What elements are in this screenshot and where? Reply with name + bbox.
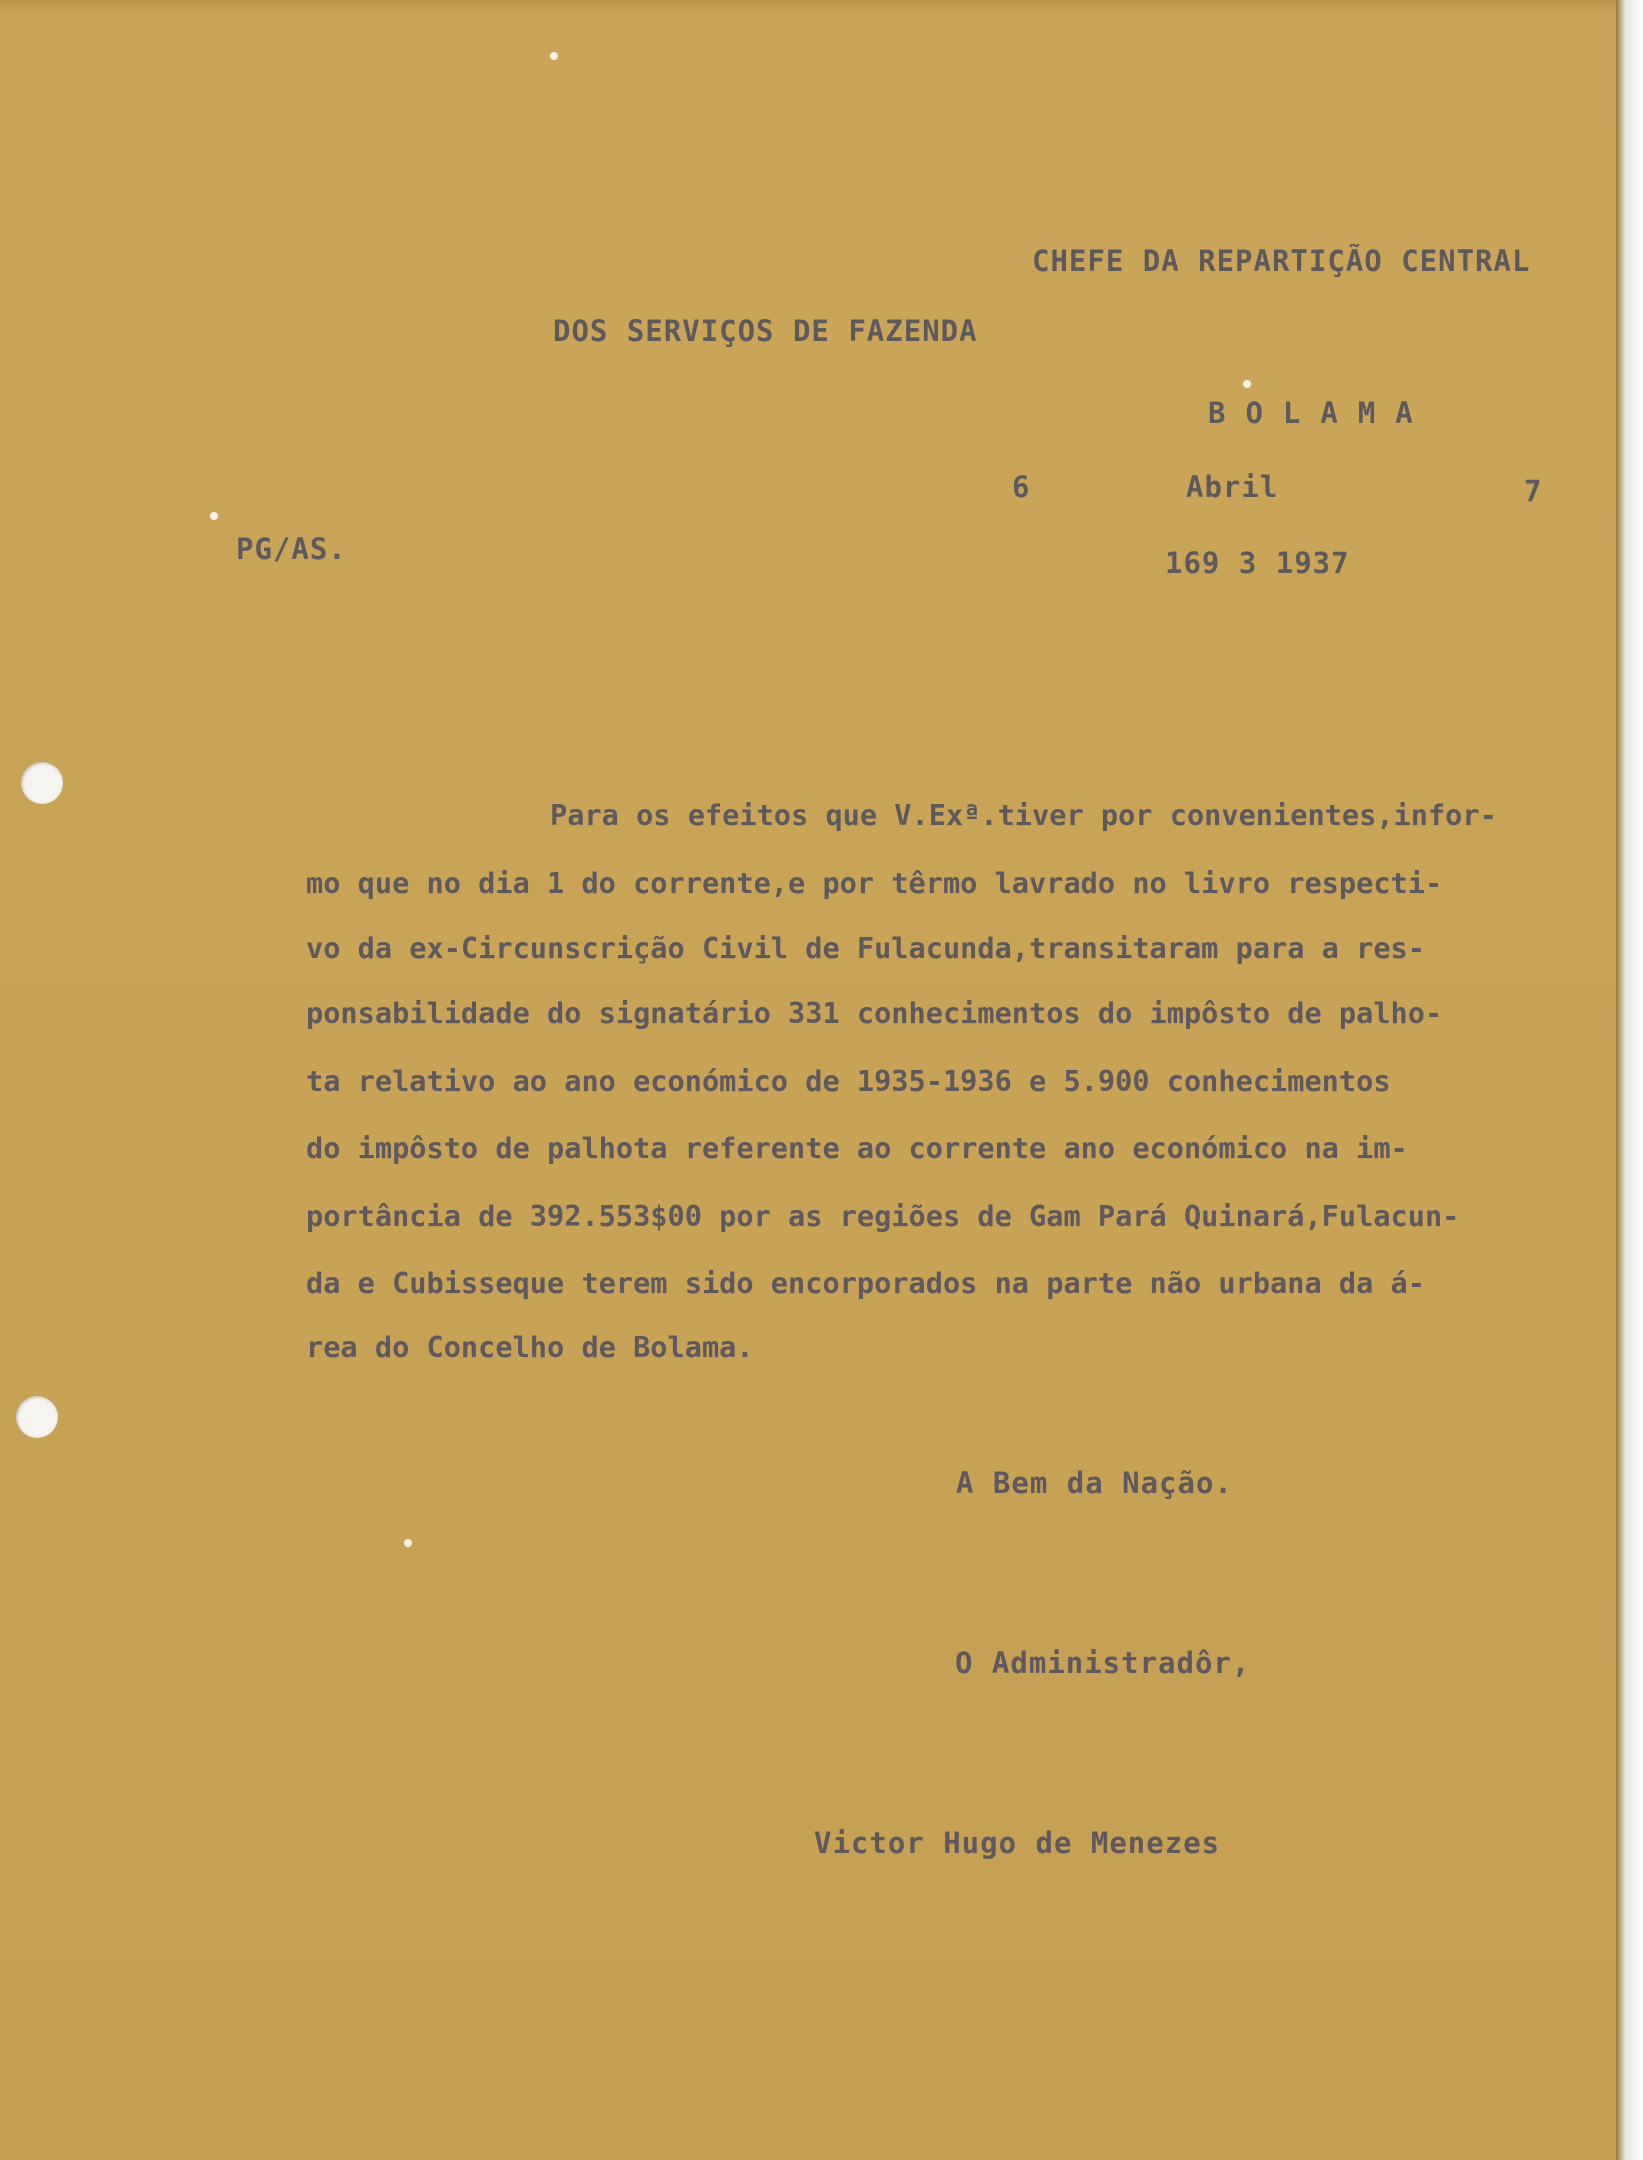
body-line-9: rea do Concelho de Bolama.	[306, 1330, 754, 1364]
reference-code: PG/AS.	[236, 532, 347, 566]
body-line-2: mo que no dia 1 do corrente,e por têrmo lavrado no livro respecti-	[306, 866, 1443, 900]
addressee-line-1: CHEFE DA REPARTIÇÃO CENTRAL	[1032, 244, 1531, 278]
city-name: BOLAMA	[1208, 396, 1433, 430]
body-line-5: ta relativo ao ano económico de 1935-1936 e 5.900 conhecimentos	[306, 1064, 1391, 1098]
document-number: 169 3 1937	[1165, 546, 1350, 580]
signatory-name: Victor Hugo de Menezes	[814, 1826, 1221, 1860]
paper-speck	[1243, 380, 1251, 388]
date-month: Abril	[1186, 470, 1279, 504]
body-line-6: do impôsto de palhota referente ao corrente ano económico na im-	[306, 1131, 1408, 1165]
body-line-4: ponsabilidade do signatário 331 conhecimentos do impôsto de palho-	[306, 996, 1443, 1030]
paper-speck	[404, 1539, 412, 1547]
body-line-1: Para os efeitos que V.Exª.tiver por convenientes,infor-	[550, 798, 1497, 832]
scan-margin	[1616, 0, 1643, 2160]
punch-hole-upper	[21, 762, 63, 804]
date-day: 6	[1012, 470, 1031, 504]
body-line-8: da e Cubisseque terem sido encorporados na parte não urbana da á-	[306, 1266, 1425, 1300]
closing-title: O Administradôr,	[955, 1646, 1251, 1680]
punch-hole-lower	[16, 1396, 58, 1438]
paper-speck	[210, 512, 218, 520]
page-top-edge	[0, 0, 1616, 14]
body-line-3: vo da ex-Circunscrição Civil de Fulacunda,transitaram para a res-	[306, 931, 1425, 965]
addressee-line-2: DOS SERVIÇOS DE FAZENDA	[553, 314, 978, 348]
paper-speck	[550, 52, 558, 60]
closing-salutation: A Bem da Nação.	[956, 1466, 1233, 1500]
body-line-7: portância de 392.553$00 por as regiões de Gam Pará Quinará,Fulacun-	[306, 1199, 1460, 1233]
date-year-suffix: 7	[1524, 474, 1543, 508]
